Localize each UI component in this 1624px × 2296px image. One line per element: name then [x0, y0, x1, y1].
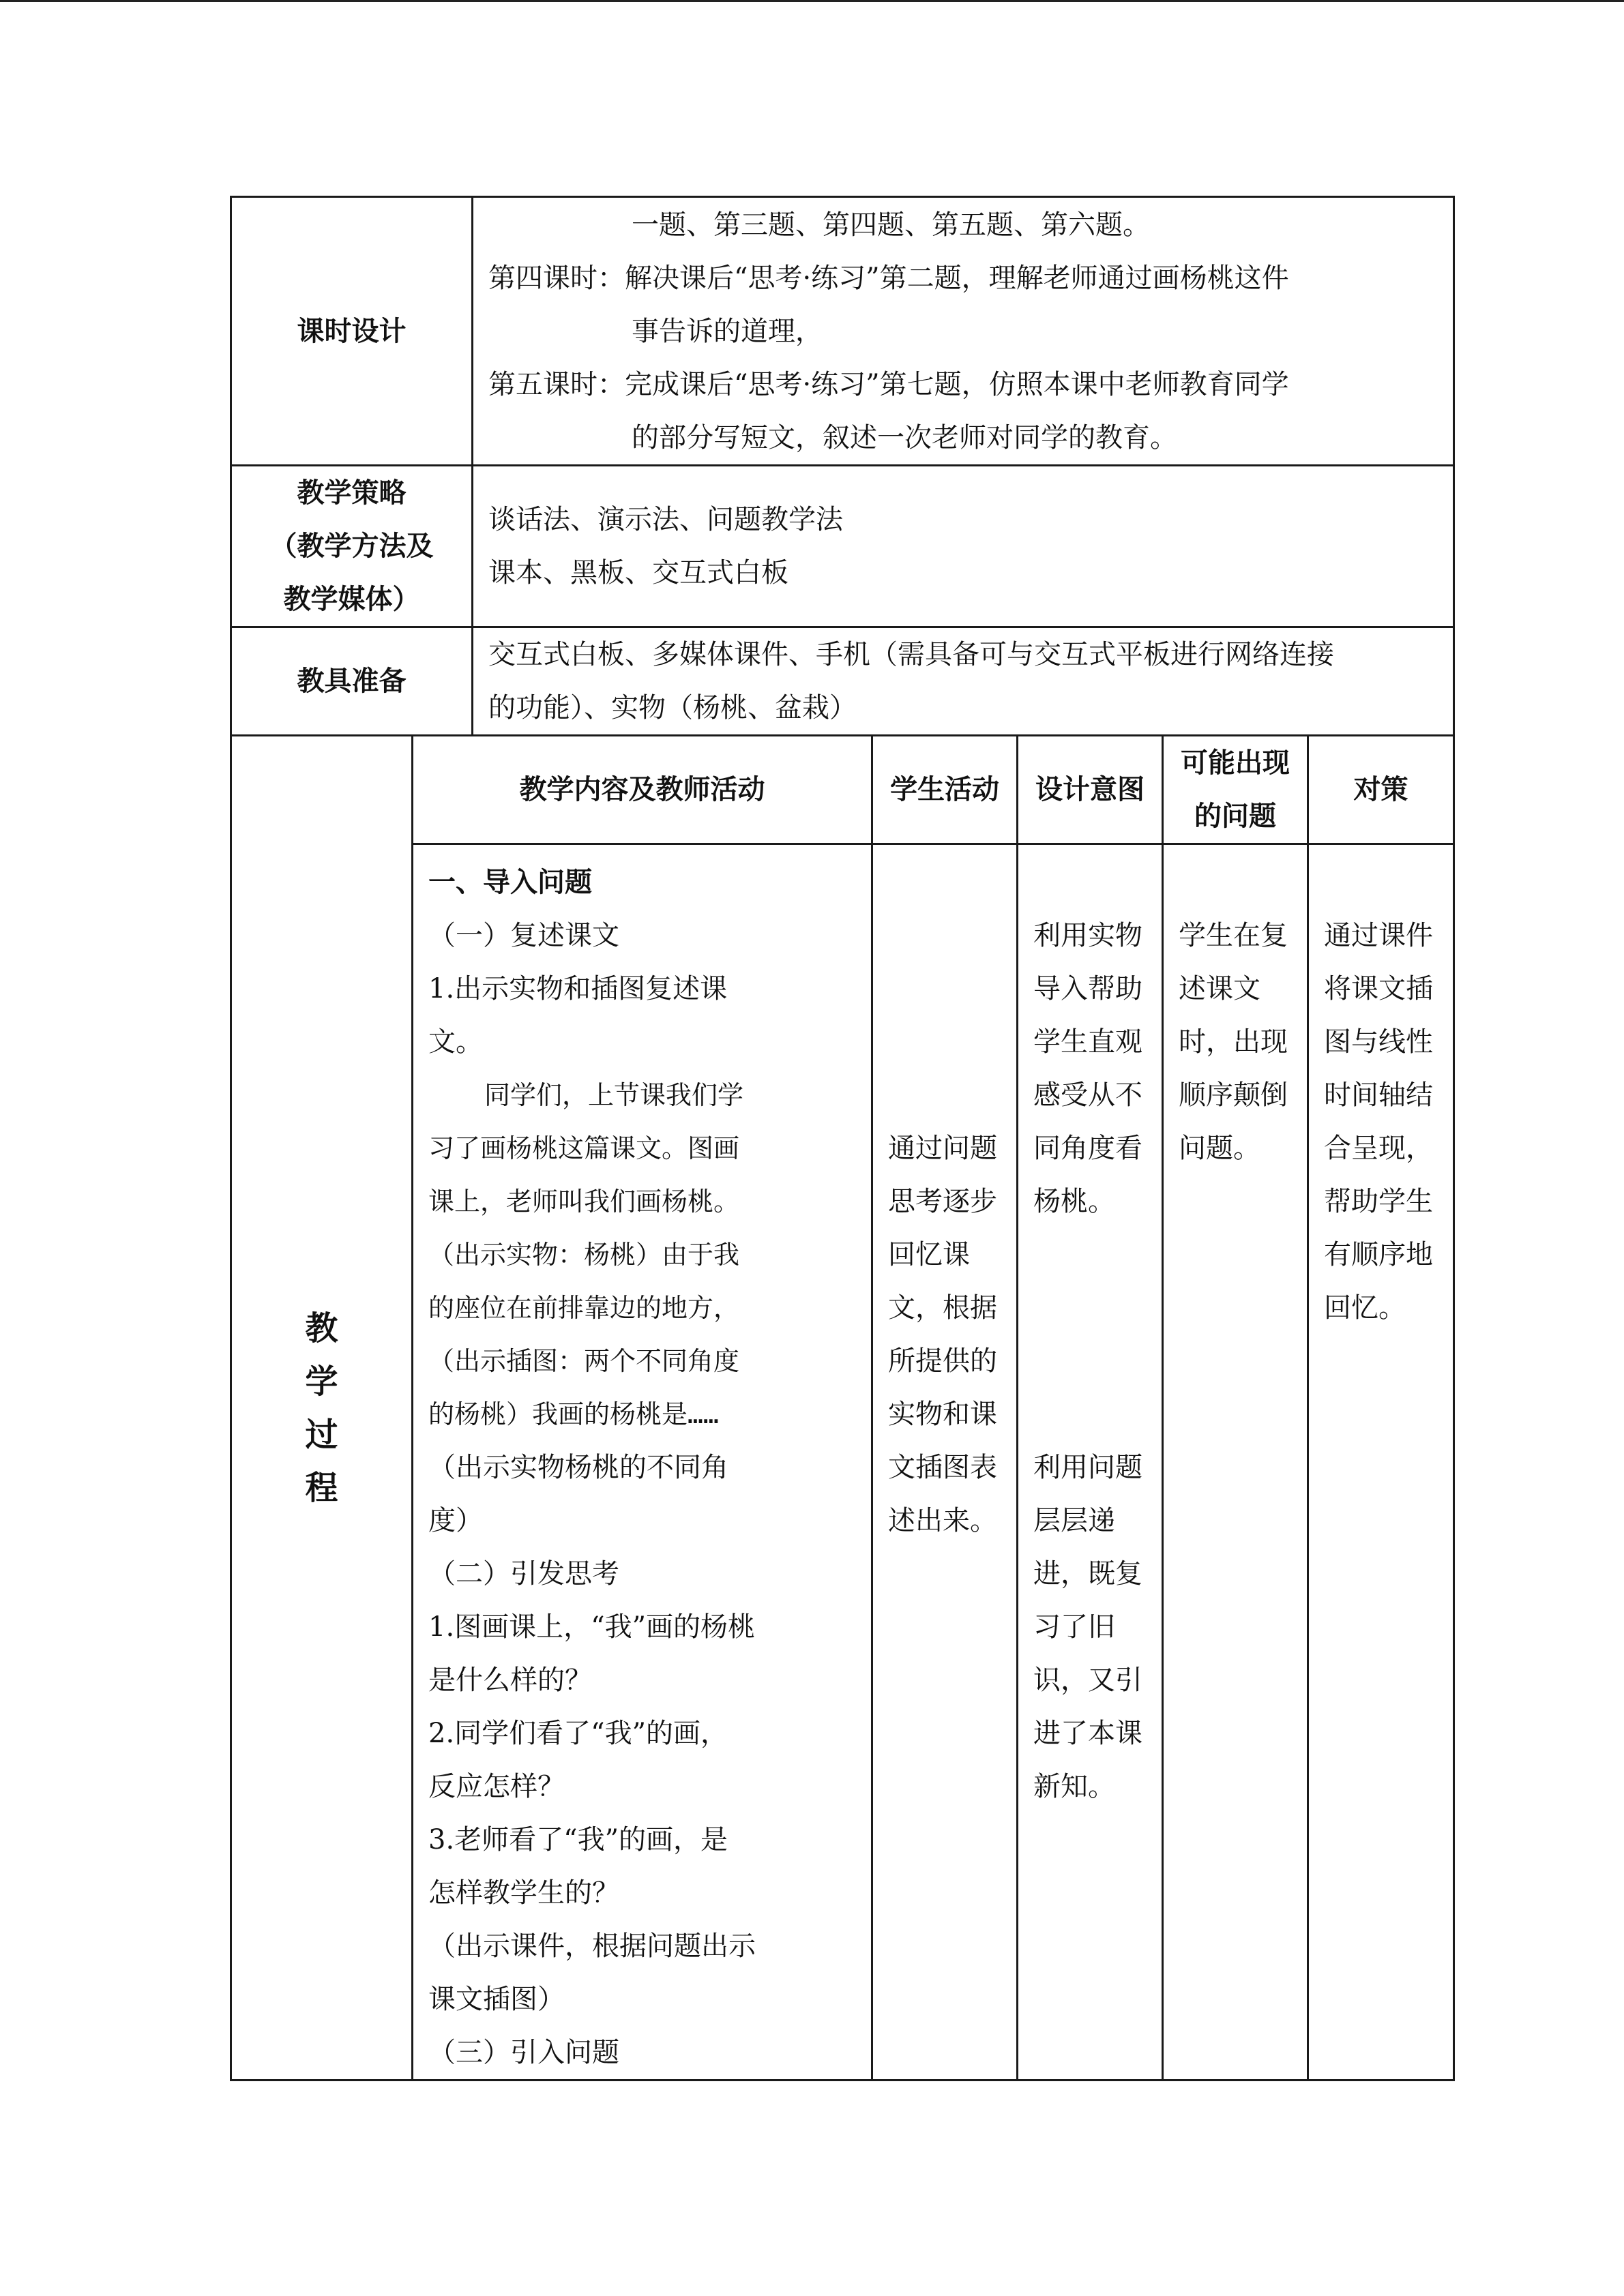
intent-line: 利用问题 [1033, 1452, 1142, 1483]
lesson-design-label: 课时设计 [231, 197, 473, 466]
content-line: 文。 [428, 1026, 483, 1058]
content-line: 课上，老师叫我们画杨桃。 [428, 1187, 740, 1217]
strategy-label-line: 教学策略 [297, 477, 407, 509]
content-line: （三）引入问题 [428, 2037, 619, 2068]
student-line: 通过问题 [888, 1133, 997, 1164]
lesson-design-row [231, 197, 1454, 466]
intent-cell [1018, 844, 1163, 2081]
col-header-problem [1163, 736, 1308, 844]
tools-line: 的功能）、实物（杨桃、盆栽） [488, 692, 857, 724]
tools-label: 教具准备 [231, 627, 473, 736]
student-line: 实物和课 [888, 1399, 997, 1430]
spacer [1033, 1388, 1162, 1441]
process-body-row [231, 844, 1454, 2081]
strategy-content [473, 466, 1454, 627]
process-label-char: 程 [305, 1468, 338, 1507]
content-line: （出示实物杨桃的不同角 [428, 1452, 728, 1483]
intent-line: 进了本课 [1033, 1718, 1142, 1749]
lesson-design-line: 第五课时：完成课后“思考·练习”第七题，仿照本课中老师教育同学 [488, 368, 1289, 400]
col-header-content: 教学内容及教师活动 [413, 736, 872, 844]
solution-line: 图与线性 [1324, 1026, 1433, 1058]
solution-line: 时间轴结 [1324, 1079, 1433, 1111]
col-header-problem-line: 可能出现 [1181, 747, 1290, 779]
student-line: 所提供的 [888, 1345, 997, 1377]
solution-line: 有顺序地 [1324, 1239, 1433, 1270]
problem-line: 时，出现 [1179, 1026, 1288, 1058]
content-line: 是什么样的？ [428, 1665, 592, 1696]
content-line: 课文插图） [428, 1984, 565, 2015]
process-label-char: 过 [305, 1415, 338, 1454]
content-line: 的杨桃）我画的杨桃是…… [428, 1399, 719, 1429]
student-cell [872, 844, 1018, 2081]
intent-line: 识，又引 [1033, 1665, 1142, 1696]
student-line: 思考逐步 [888, 1186, 997, 1217]
problem-line: 问题。 [1179, 1133, 1260, 1164]
content-line: （二）引发思考 [428, 1558, 619, 1590]
problem-cell [1163, 844, 1308, 2081]
lesson-design-line: 的部分写短文，叙述一次老师对同学的教育。 [632, 421, 1177, 453]
content-line: （出示插图：两个不同角度 [428, 1346, 740, 1376]
col-header-problem-line: 的问题 [1194, 801, 1276, 832]
content-line: 度） [428, 1505, 483, 1536]
solution-cell [1308, 844, 1454, 2081]
intent-line: 学生直观 [1033, 1026, 1142, 1058]
student-line: 述出来。 [888, 1505, 997, 1536]
content-line: 一、导入问题 [428, 867, 592, 898]
col-header-solution: 对策 [1308, 736, 1454, 844]
problem-line: 学生在复 [1179, 920, 1288, 951]
strategy-line: 谈话法、演示法、问题教学法 [488, 504, 843, 535]
spacer [1033, 1281, 1162, 1335]
content-cell [413, 844, 872, 2081]
strategy-label-line: （教学方法及 [269, 531, 434, 562]
student-line: 文插图表 [888, 1452, 997, 1483]
content-line: （一）复述课文 [428, 920, 619, 951]
lesson-design-line: 一题、第三题、第四题、第五题、第六题。 [632, 209, 1150, 241]
intent-line: 新知。 [1033, 1771, 1115, 1802]
solution-line: 将课文插 [1324, 973, 1433, 1004]
content-line: （出示课件，根据问题出示 [428, 1930, 756, 1962]
solution-line: 通过课件 [1324, 920, 1433, 951]
intent-line: 感受从不 [1033, 1079, 1142, 1111]
content-line: 的座位在前排靠边的地方， [428, 1293, 740, 1323]
strategy-row [231, 466, 1454, 627]
lesson-design-line: 事告诉的道理， [632, 315, 823, 347]
content-line: 3.老师看了“我”的画，是 [428, 1824, 728, 1855]
content-line: （出示实物：杨桃）由于我 [428, 1240, 740, 1270]
process-header-row [231, 736, 1454, 844]
lesson-design-content [473, 197, 1454, 466]
tools-line: 交互式白板、多媒体课件、手机（需具备可与交互式平板进行网络连接 [488, 639, 1334, 670]
process-label-char: 学 [305, 1362, 338, 1401]
solution-line: 帮助学生 [1324, 1186, 1433, 1217]
content-line: 1.出示实物和插图复述课 [428, 973, 728, 1004]
solution-line: 回忆。 [1324, 1292, 1406, 1324]
col-header-student: 学生活动 [872, 736, 1018, 844]
spacer [1033, 1335, 1162, 1388]
content-line: 同学们，上节课我们学 [484, 1080, 744, 1110]
problem-line: 顺序颠倒 [1179, 1079, 1288, 1111]
strategy-label [231, 466, 473, 627]
process-label-char: 教 [305, 1309, 338, 1347]
student-line: 文，根据 [888, 1292, 997, 1324]
intent-line: 同角度看 [1033, 1133, 1142, 1164]
spacer [1033, 1228, 1162, 1281]
problem-line: 述课文 [1179, 973, 1260, 1004]
content-line: 怎样教学生的？ [428, 1877, 619, 1909]
process-label [231, 736, 413, 2081]
page-top-edge [0, 0, 1624, 2]
content-line: 1.图画课上，“我”画的杨桃 [428, 1611, 756, 1643]
content-line: 2.同学们看了“我”的画， [428, 1718, 728, 1749]
intent-line: 利用实物 [1033, 920, 1142, 951]
lesson-plan-table [230, 196, 1455, 2081]
intent-line: 进，既复 [1033, 1558, 1142, 1590]
content-line: 反应怎样？ [428, 1771, 565, 1802]
student-line: 回忆课 [888, 1239, 970, 1270]
intent-line: 层层递 [1033, 1505, 1115, 1536]
tools-row [231, 627, 1454, 736]
intent-line: 导入帮助 [1033, 973, 1142, 1004]
strategy-label-line: 教学媒体） [283, 584, 420, 615]
content-line: 习了画杨桃这篇课文。图画 [428, 1133, 740, 1163]
col-header-intent: 设计意图 [1018, 736, 1163, 844]
intent-line: 习了旧 [1033, 1611, 1115, 1643]
solution-line: 合呈现， [1324, 1133, 1433, 1164]
lesson-design-line: 第四课时：解决课后“思考·练习”第二题，理解老师通过画杨桃这件 [488, 262, 1289, 294]
tools-content [473, 627, 1454, 736]
strategy-line: 课本、黑板、交互式白板 [488, 557, 788, 588]
intent-line: 杨桃。 [1033, 1186, 1115, 1217]
